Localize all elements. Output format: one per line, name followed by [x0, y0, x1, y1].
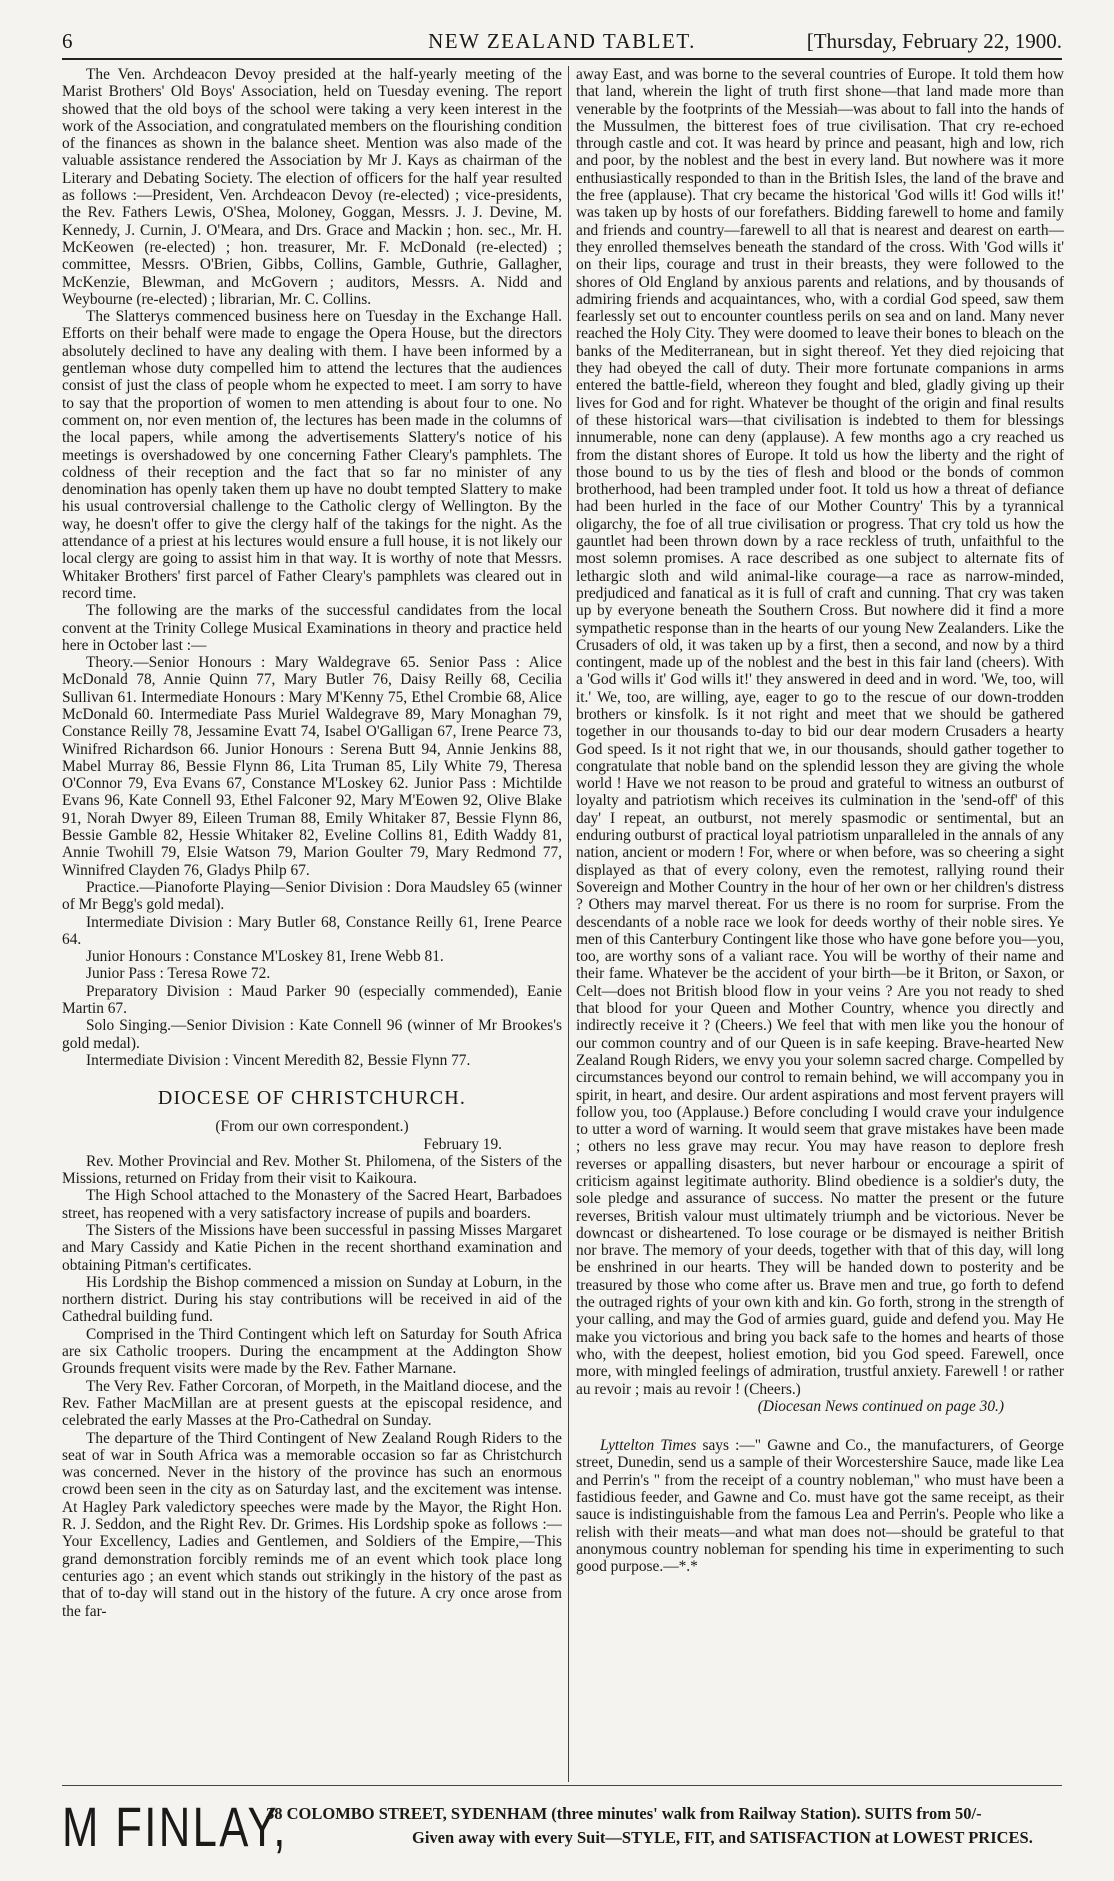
article-paragraph: The following are the marks of the successful candidates from the local convent at the Trinity College Musical Examinations in theory and practice held here in October last :— — [62, 602, 562, 654]
article-paragraph: away East, and was borne to the several countries of Europe. It told them how that land, wherein the light of truth first shone—that land made more than venerable by the footprints of the Messiah—was about to fall into the hands of the Mussulmen, the bitterest foes of true civilisation. That cry re-echoed through castle and cot. It was heard by prince and peasant, high and low, rich and poor, by the noblest and the best in every land. But nowhere was it more enthusiastically responded to than in the British Isles, the land of the brave and the free (applause). That cry became the historical 'God wills it! God wills it!' was taken up by hosts of our forefathers. Bidding farewell to home and family and friends and country—farewell to all that is nearest and dearest on earth—they enrolled themselves beneath the standard of the cross. With 'God wills it' on their lips, courage and trust in their breasts, they were followed to the shores of Old England by anxious parents and relations, and by thousands of admiring friends and acquaintances, who, with a cordial God speed, saw them fearlessly set out to encounter countless perils on sea and on land. Many never reached the Holy City. They were doomed to leave their bones to bleach on the banks of the Mediterranean, but in sight thereof. Yet they died rejoicing that they had obeyed the call of duty. Their more fortunate companions in arms entered the battle-field, whereon they fought and bled, gladly giving up their lives for God and for right. Whatever be thought of the origin and final results of these historical wars—that civilisation is indebted to them for blessings innumerable, none can deny (applause). A few months ago a cry reached us from the distant shores of Europe. It told us how the liberty and the right of those bound to us by the ties of flesh and blood or the bonds of common brotherhood, had been trampled under foot. It told us how a threat of defiance had been hurled in the face of our Mother Country' This by a tyrannical oligarchy, the foe of all true civilisation or progress. That cry told us how the gauntlet had been thrown down by a race reckless of truth, unfaithful to the most solemn promises. A race described as one subject to alternate fits of lethargic sloth and wild animal-like courage—a race as narrow-minded, predjudiced and fanatical as it is full of craft and cunning. That cry was taken up by everyone beneath the Southern Cross. But nowhere did it find a more sympathetic response than in the hearts of our young New Zealanders. Like the Crusaders of old, it was taken up by a first, then a second, and now by a third contingent, made up of the noblest and the best in this fair land (cheers). With a 'God wills it' God wills it!' they answered in deed and in word. 'We, too, will it.' We, too, are willing, aye, eager to go to the rescue of our down-trodden brothers or kinsfolk. Is it not right and meet that we should be gathered together in our thousands to-day to bid our dear modern Crusaders a hearty God speed. Is it not right that we, in our thousands, should gather together to congratulate that noble band on the splendid lesson they are giving the whole world ! Have we not reason to be proud and grateful to witness an outburst of loyalty and patriotism which receives its culmination in the 'send-off' of this day' I repeat, an outburst, not merely spasmodic or sentimental, but an enduring outburst of practical loyal patriotism unparalleled in the annals of any nation, ancient or modern ! For, where or when before, was so cheering a sight displayed as that of every colony, even the remotest, rallying round their Sovereign and Mother Country in the hour of her own or her children's distress ? Others may marvel thereat. For us there is no room for surprise. From the descendants of a noble race we look for deeds worthy of their noble sires. Ye men of this Canterbury Contingent like those who have gone before you—you, too, are worthy sons of a valiant race. You will be worthy of their name and their fame. Whatever be the accident of your birth—be it Briton, or Saxon, or Celt—does not British blood flow in your veins ? Are you not ready to shed that blood for your Queen and Mother Country, whence you directly and indirectly receive it ? (Cheers.) We feel that with men like you the honour of our common country and of our Queen is in safe keeping. Brave-hearted New Zealand Rough Riders, we envy you your solemn sacred charge. Compelled by circumstances beyond our control to remain behind, we will accompany you in spirit, in heart, and desire. Our ardent aspirations and most fervent prayers will follow you, too (Applause.) Before concluding I would crave your indulgence to utter a word of warning. It would seem that grave mistakes have been made ; others no less grave may recur. You may have reason to deplore fresh reverses or appalling disasters, but never harbour or encourage a spirit of criticism against legitimate authority. Blind obedience is a soldier's duty, the sole pledge and assurance of success. No matter the present or the future reverses, British valour must ultimately triumph and be victorious. Never be downcast or disheartened. To lose courage or be dismayed is neither British nor brave. The memory of your deeds, together with that of this day, will long be enshrined in our hearts. They will be handed down to posterity and be treasured by those who come after us. Brave men and true, go forth to defend the outraged rights of your own kith and kin. Go forth, strong in the strength of your calling, and may the God of armies guard, guide and defend you. May He make you victorious and bring you back safe to the homes and hearts of those who, with the deepest, holiest emotion, bid you God speed. Farewell, once more, with mingled feelings of admiration, trustful anxiety. Farewell ! or rather au revoir ; mais au revoir ! (Cheers.) — [576, 66, 1064, 1398]
section-subheading: (From our own correspondent.) — [215, 1118, 409, 1136]
article-paragraph: The Sisters of the Missions have been successful in passing Misses Margaret and Mary Cassidy and Katie Pichen in the recent shorthand examination and obtaining Pitman's certificates. — [62, 1222, 562, 1274]
right-column — [576, 66, 1064, 1782]
source-name: Lyttelton Times — [600, 1437, 697, 1455]
end-mark: *.* — [678, 1558, 698, 1576]
article-paragraph: Preparatory Division : Maud Parker 90 (especially commended), Eanie Martin 67. — [62, 982, 562, 1018]
issue-date: [Thursday, February 22, 1900. — [806, 29, 1062, 53]
article-paragraph: Rev. Mother Provincial and Rev. Mother St. Philomena, of the Sisters of the Missions, returned on Friday from their visit to Kaikoura. — [62, 1152, 562, 1188]
article-paragraph: The departure of the Third Contingent of New Zealand Rough Riders to the seat of war in South Africa was a memorable occasion so far as Christchurch was concerned. Never in the history of the province has such an enormous crowd been seen in the city as on Saturday last, and the excitement was intense. At Hagley Park valedictory speeches were made by the Mayor, the Right Hon. R. J. Seddon, and the Right Rev. Dr. Grimes. His Lordship spoke as follows :— Your Excellency, Ladies and Gentlemen, and Soldiers of the Empire,—This grand demonstration forcibly reminds me of an event which took place long centuries ago ; an event which stands out strikingly in the history of the past as that of to-day will stand out in the history of the future. A cry once arose from the far- — [62, 1429, 562, 1620]
article-paragraph: Practice.—Pianoforte Playing—Senior Division : Dora Maudsley 65 (winner of Mr Begg's gold medal). — [62, 878, 562, 914]
column-rule — [568, 66, 569, 1782]
article-paragraph: Theory.—Senior Honours : Mary Waldegrave 65. Senior Pass : Alice McDonald 78, Annie Quinn 77, Mary Butler 76, Daisy Reilly 68, Cecilia Sullivan 61. Intermediate Honours : Mary M'Kenny 75, Ethel Crombie 68, Alice McDonald 60. Intermediate Pass Muriel Waldegrave 89, Mary Monaghan 79, Constance Reilly 78, Jessamine Evatt 74, Isabel O'Galligan 67, Irene Pearce 73, Winifred Richardson 66. Junior Honours : Serena Butt 94, Annie Jenkins 88, Mabel Murray 86, Bessie Flynn 86, Lita Truman 85, Lily White 79, Theresa O'Connor 79, Eva Evans 67, Constance M'Loskey 62. Junior Pass : Michtilde Evans 96, Kate Connell 93, Ethel Falconer 92, Mary M'Eowen 92, Olive Blake 91, Norah Dwyer 89, Eileen Truman 88, Emily Whitaker 87, Bessie Flynn 86, Bessie Gamble 82, Hessie Whitaker 82, Eveline Collins 81, Edith Waddy 81, Annie Twohill 79, Elsie Watson 79, Marion Goulter 79, Mary Redmond 77, Winnifred Clayden 76, Gladys Philp 67. — [62, 654, 562, 879]
advertisement — [62, 1792, 1062, 1868]
article-paragraph: The Very Rev. Father Corcoran, of Morpeth, in the Maitland diocese, and the Rev. Father MacMillan are at present guests at the episcopal residence, and celebrated the early Masses at the Pro-Cathedral on Sunday. — [62, 1377, 562, 1430]
footer-rule — [62, 1785, 1062, 1786]
article-paragraph: His Lordship the Bishop commenced a mission on Sunday at Loburn, in the northern district. During his stay contributions will be received in aid of the Cathedral building fund. — [62, 1273, 562, 1326]
masthead-title: NEW ZEALAND TABLET. — [428, 29, 696, 53]
continued-note: (Diocesan News continued on page 30.) — [757, 1397, 1004, 1415]
article-paragraph: Intermediate Division : Vincent Meredith 82, Bessie Flynn 77. — [86, 1051, 471, 1069]
article-paragraph: Intermediate Division : Mary Butler 68, Constance Reilly 61, Irene Pearce 64. — [62, 913, 562, 948]
article-paragraph: The High School attached to the Monastery of the Sacred Heart, Barbadoes street, has reopened with a very satisfactory increase of pupils and boarders. — [62, 1187, 562, 1222]
page-number: 6 — [62, 29, 73, 53]
article-paragraph: The Ven. Archdeacon Devoy presided at the half-yearly meeting of the Marist Brothers' Old Boys' Association, held on Tuesday evening. The report showed that the old boys of the school were taking a very keen interest in the work of the Association, and congratulated members on the flourishing condition of the finances as shown in the balance sheet. Mention was also made of the valuable assistance rendered the Association by Mr J. Kays as chairman of the Literary and Debating Society. The election of officers for the half year resulted as follows :—President, Ven. Archdeacon Devoy (re-elected) ; vice-presidents, the Rev. Fathers Lewis, O'Shea, Moloney, Goggan, Messrs. J. J. Devine, M. Kennedy, J. Curnin, J. O'Meara, and Drs. Grace and Mackin ; hon. sec., Mr. H. McKeowen (re-elected) ; hon. treasurer, Mr. F. McDonald (re-elected) ; committee, Messrs. O'Brien, Gibbs, Collins, Gamble, Guthrie, Gallagher, McKenzie, Blewman, and McGovern ; auditors, Messrs. A. Nidd and Weybourne (re-elected) ; librarian, Mr. C. Collins. — [62, 66, 562, 308]
paragraph-text: says :—" Gawne and Co., the manufacturers, of George street, Dunedin, send us a sample of their Worcestershire Sauce, made like Lea and Perrin's " from the receipt of a country nobleman," who must have been a fastidious feeder, and Gawne and Co. must have got the same receipt, as their sauce is indistinguishable from the famous Lea and Perrin's. People who like a relish with their meats—and what man does not—should be grateful to that anonymous country nobleman for spending his time in experimenting to such good purpose.— — [576, 1437, 1064, 1576]
article-paragraph: Junior Pass : Teresa Rowe 72. — [86, 965, 271, 983]
dateline: February 19. — [423, 1135, 502, 1153]
article-paragraph — [576, 1437, 1064, 1575]
page-header — [62, 26, 1062, 56]
article-paragraph: Solo Singing.—Senior Division : Kate Connell 96 (winner of Mr Brookes's gold medal). — [62, 1017, 562, 1052]
article-paragraph: Junior Honours : Constance M'Loskey 81, Irene Webb 81. — [86, 948, 444, 966]
article-paragraph: The Slatterys commenced business here on Tuesday in the Exchange Hall. Efforts on their behalf were made to engage the Opera House, but the directors absolutely declined to have any dealing with them. I have been informed by a gentleman whose duty compelled him to attend the lectures that the audiences consist of just the class of people whom he expected to meet. I am sorry to have to say that the proportion of women to men attending is about four to one. No comment on, nor even mention of, the lectures has been made in the columns of the local papers, while among the advertisements Slattery's notice of his meetings is overshadowed by one concerning Father Cleary's pamphlets. The coldness of their reception and the fact that so far no minister of any denomination has openly taken them up have no doubt tempted Slattery to make his usual controversial challenge to the Catholic clergy of Wellington. By the way, he doesn't offer to give the clergy half of the takings for the night. As the attendance of a priest at his lectures would ensure a full house, it is not likely our local clergy are going to assist him in that way. It is worthy of note that Messrs. Whitaker Brothers' first parcel of Father Cleary's pamphlets was cleared out in record time. — [62, 308, 562, 602]
section-heading: DIOCESE OF CHRISTCHURCH. — [157, 1087, 467, 1110]
advertisement-line: 38 COLOMBO STREET, SYDENHAM (three minutes' walk from Railway Station). SUITS from 50/- — [266, 1804, 982, 1823]
advertisement-line: Given away with every Suit—STYLE, FIT, and SATISFACTION at LOWEST PRICES. — [412, 1828, 1033, 1847]
article-paragraph: Comprised in the Third Contingent which left on Saturday for South Africa are six Catholic troopers. During the encampment at the Addington Show Grounds frequent visits were made by the Rev. Father Marnane. — [62, 1325, 562, 1378]
header-rule — [62, 58, 1062, 60]
left-column — [62, 66, 562, 1782]
advertiser-name: M FINLAY, — [62, 1795, 288, 1858]
